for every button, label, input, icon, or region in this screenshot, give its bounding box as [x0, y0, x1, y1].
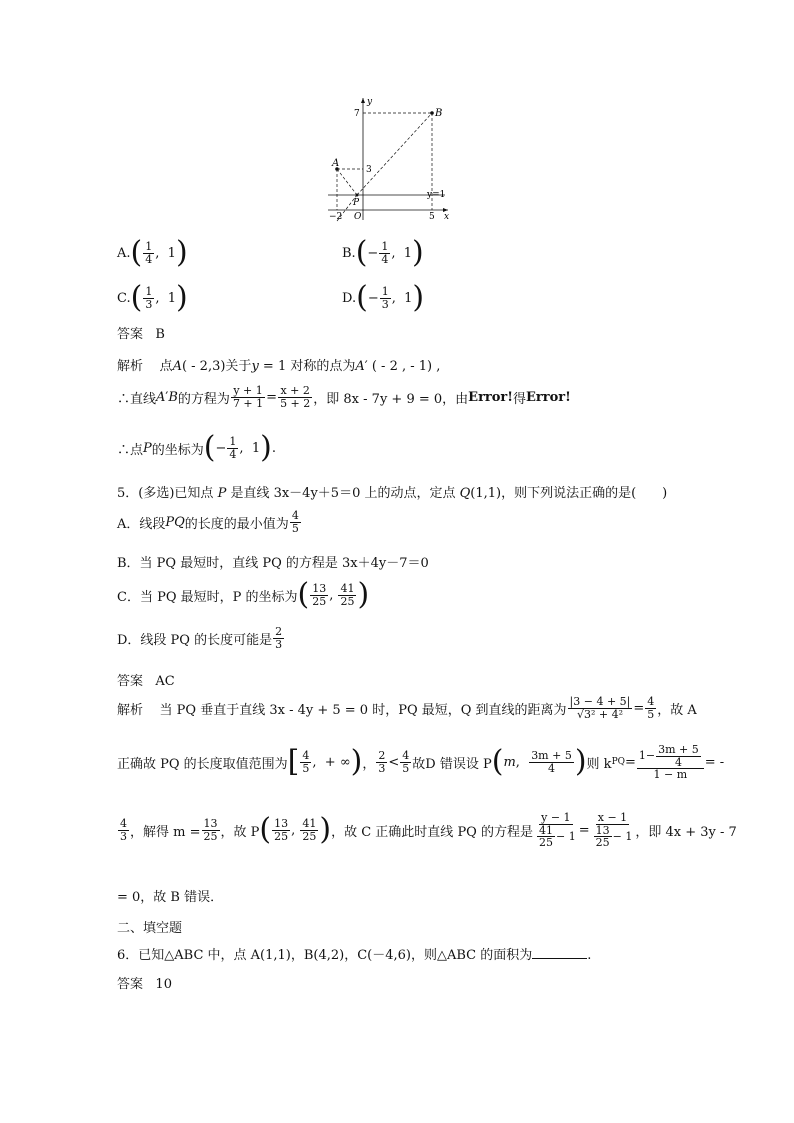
- q6-stem: 6．已知△ABC 中，点 A(1,1)，B(4,2)，C(－4,6)，则△ABC 的面积为 .: [117, 948, 592, 963]
- q4-solution-line3: ∴点 P 的坐标为 ( − $\frac{1}{4}$ , 1 ) .: [117, 430, 276, 465]
- option-sign: −: [367, 245, 379, 261]
- option-prefix: A.: [117, 245, 131, 261]
- q5-solution-line2: 正确故 PQ 的长度取值范围为 [ $\frac{4}{5}$ , + ∞ ) ， $\frac{2}{3}$ < $\frac{4}{5}$ 故D 错误设 P ( m , $\frac{3m + 5}{4}$ ) 则 k PQ = 1− $\frac{3m + 5}{4}$ 1 − m = -: [117, 743, 725, 782]
- option-second: 1: [404, 290, 413, 306]
- answer-label: 答案: [117, 674, 144, 689]
- point-b-label: B: [435, 108, 443, 119]
- option-second: 1: [403, 245, 412, 261]
- answer-value: AC: [155, 674, 175, 689]
- error-text: Error!: [526, 389, 571, 405]
- y-axis-label: y: [367, 97, 373, 107]
- answer-blank: [532, 946, 587, 959]
- q5-stem: 5．(多选)已知点 P 是直线 3x－4y＋5＝0 上的动点，定点 Q(1,1)，则下列说法正确的是( ): [117, 486, 668, 501]
- answer-value: 10: [155, 977, 172, 992]
- tick-y7: 7: [354, 109, 360, 119]
- coordinate-figure: [323, 95, 453, 225]
- option-second: 1: [167, 245, 176, 261]
- answer-label: 答案: [117, 327, 144, 342]
- option-second: 1: [167, 290, 177, 306]
- q4-solution-line2: ∴直线 A ′ B 的方程为 $\frac{y + 1}{7 + 1}$ = $\frac{x + 2}{5 + 2}$ ，即 8x - 7y + 9 = 0，由 Error! 得 Error!: [117, 384, 571, 410]
- q5-option-d: D．线段 PQ 的长度可能是 $\frac{2}{3}$: [117, 625, 283, 651]
- option-prefix: B.: [342, 245, 356, 261]
- origin-label: O: [354, 212, 362, 222]
- line-y1-label: y=1: [427, 190, 446, 200]
- solution-label: 解析: [117, 359, 144, 374]
- q5-solution-line1: 解析 当 PQ 垂直于直线 3x - 4y + 5 = 0 时，PQ 最短，Q 到直线的距离为 $\frac{|3 - 4 + 5|}{\text{√3² + 4²}}$ = $\frac{4}{5}$ ，故 A: [117, 695, 697, 721]
- tick-xm2: −2: [329, 212, 343, 222]
- q5-option-a: A．线段 PQ 的长度的最小值为 $\frac{4}{5}$: [117, 509, 299, 535]
- point-p-label: P: [353, 198, 360, 208]
- q4-option-d: D. ( − $\frac{1}{3}$ , 1 ): [342, 280, 425, 315]
- option-fraction: $\frac{1}{3}$: [381, 284, 389, 311]
- answer-label: 答案: [117, 977, 144, 992]
- option-prefix: C.: [117, 290, 131, 306]
- solution-label: 解析: [117, 702, 144, 718]
- q6-answer: [117, 973, 172, 992]
- tick-x5: 5: [429, 212, 435, 222]
- point-a-label: A: [332, 158, 340, 169]
- q5-option-c: C．当 PQ 最短时，P 的坐标为 ( $\frac{13}{25}$ , $\frac{41}{25}$ ): [117, 577, 370, 612]
- q5-answer: [117, 670, 175, 689]
- q4-option-b: B. ( − $\frac{1}{4}$ , 1 ): [342, 235, 424, 270]
- q4-solution-line1: 解析 点A( - 2,3)关于y = 1 对称的点为A′ ( - 2 , - 1) ,: [117, 359, 441, 374]
- option-fraction: $\frac{1}{4}$: [381, 239, 389, 266]
- q4-option-a: A. ( $\frac{1}{4}$ , 1 ): [117, 235, 188, 270]
- option-fraction: $\frac{1}{4}$: [145, 239, 153, 266]
- answer-value: B: [155, 327, 165, 342]
- q5-solution-line3: $\frac{4}{3}$ ，解得 m = $\frac{13}{25}$ ，故 P ( $\frac{13}{25}$ , $\frac{41}{25}$ ) ，故 C 正确此时直线 PQ 的方程是 y − 1 $\frac{41}{25}$ − 1 = x − 1 $\frac{13}{25}$ − 1 ，即 4x + 3y - 7: [120, 811, 737, 850]
- q5-option-b: B．当 PQ 最短时，直线 PQ 的方程是 3x＋4y－7＝0: [117, 556, 429, 571]
- option-fraction: $\frac{1}{3}$: [145, 284, 153, 311]
- q4-answer: [117, 323, 165, 342]
- section-heading: 二、填空题: [117, 921, 183, 936]
- tick-y3: 3: [366, 165, 372, 175]
- option-sign: −: [367, 290, 379, 306]
- option-prefix: D.: [342, 290, 357, 306]
- x-axis-label: x: [444, 212, 450, 222]
- q5-solution-line4: = 0，故 B 错误．: [117, 890, 224, 905]
- error-text: Error!: [468, 389, 513, 405]
- q4-option-c: C. ( $\frac{1}{3}$ , 1 ): [117, 280, 188, 315]
